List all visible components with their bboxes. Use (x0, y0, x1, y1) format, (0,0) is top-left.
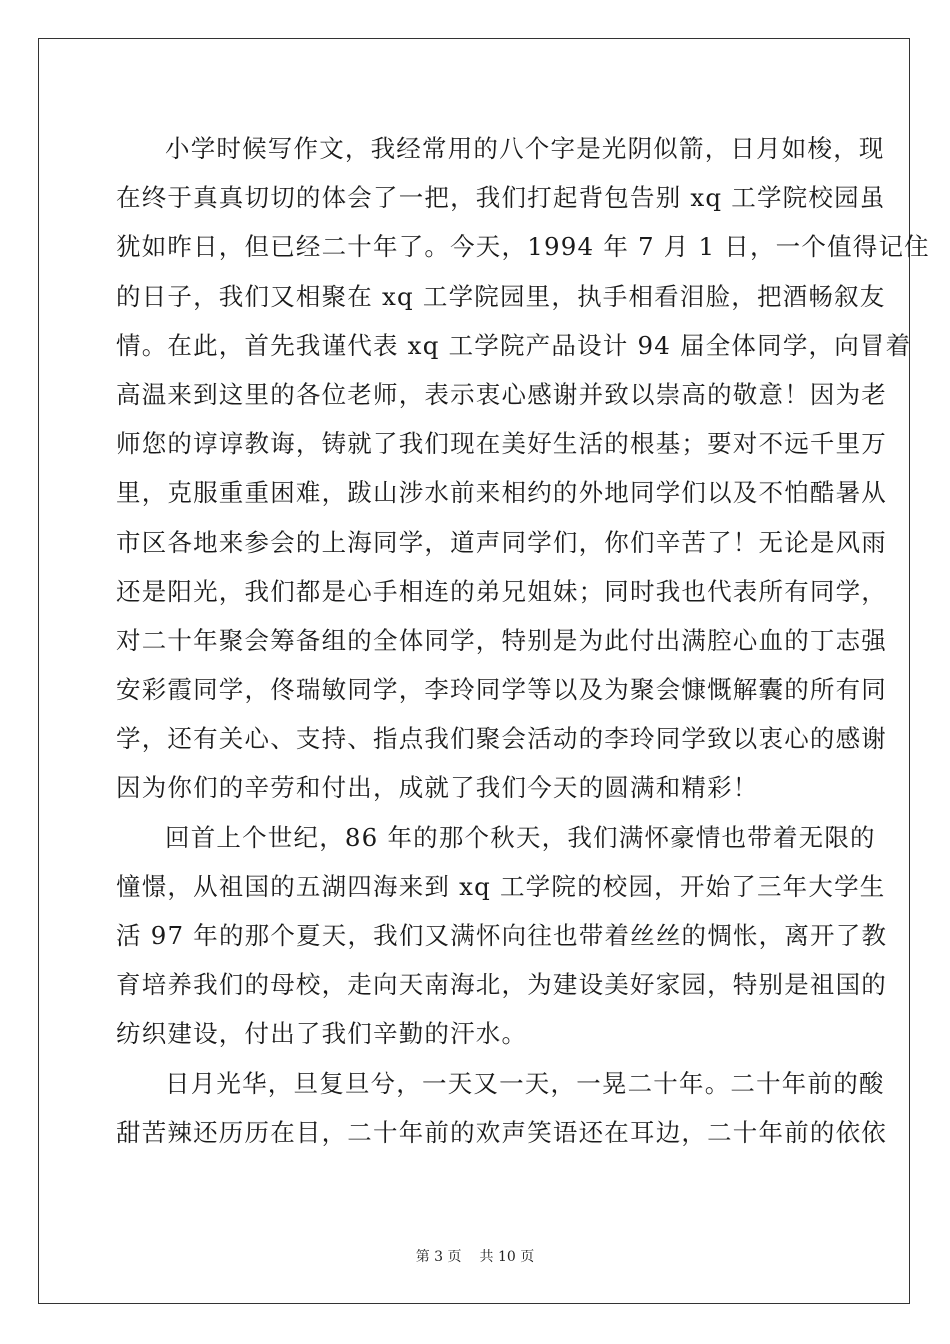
paragraph-2-line-3: 活 97 年的那个夏天，我们又满怀向往也带着丝丝的惆怅，离开了教 (116, 921, 888, 950)
page-total: 共 10 页 (479, 1249, 535, 1265)
paragraph-1-line-10: 还是阳光，我们都是心手相连的弟兄姐妹；同时我也代表所有同学， (116, 576, 887, 606)
paragraph-1-line-14: 因为你们的辛劳和付出，成就了我们今天的圆满和精彩！ (116, 773, 759, 803)
paragraph-1-line-7: 师您的谆谆教诲，铸就了我们现在美好生活的根基；要对不远千里万 (116, 429, 887, 459)
paragraph-1-line-2: 在终于真真切切的体会了一把，我们打起背包告别 xq 工学院校园虽 (116, 183, 886, 213)
paragraph-1-line-6: 高温来到这里的各位老师，表示衷心感谢并致以崇高的敬意！因为老 (116, 379, 887, 409)
paragraph-1-line-4: 的日子，我们又相聚在 xq 工学院园里，执手相看泪脸，把酒畅叙友 (116, 281, 886, 311)
paragraph-3-line-2: 甜苦辣还历历在目，二十年前的欢声笑语还在耳边，二十年前的依依 (116, 1117, 887, 1147)
paragraph-1-line-9: 市区各地来参会的上海同学，道声同学们，你们辛苦了！无论是风雨 (116, 527, 887, 557)
paragraph-1-line-3: 犹如昨日，但已经二十年了。今天，1994 年 7 月 1 日，一个值得记住 (116, 232, 930, 262)
paragraph-1-line-13: 学，还有关心、支持、指点我们聚会活动的李玲同学致以衷心的感谢 (116, 724, 887, 754)
paragraph-2-line-2: 憧憬，从祖国的五湖四海来到 xq 工学院的校园，开始了三年大学生 (116, 871, 886, 901)
paragraph-1-line-12: 安彩霞同学，佟瑞敏同学，李玲同学等以及为聚会慷慨解囊的所有同 (116, 675, 887, 705)
paragraph-3-line-1: 日月光华，旦复旦兮，一天又一天，一晃二十年。二十年前的酸 (165, 1068, 885, 1098)
document-body (116, 124, 930, 1157)
paragraph-2-line-4: 育培养我们的母校，走向天南海北，为建设美好家园，特别是祖国的 (116, 970, 887, 1000)
paragraph-1-line-5: 情。在此，首先我谨代表 xq 工学院产品设计 94 届全体同学，向冒着 (116, 330, 912, 360)
paragraph-2-line-1: 回首上个世纪，86 年的那个秋天，我们满怀豪情也带着无限的 (165, 822, 876, 852)
paragraph-1-line-11: 对二十年聚会筹备组的全体同学，特别是为此付出满腔心血的丁志强 (116, 625, 887, 655)
paragraph-1-line-1: 小学时候写作文，我经常用的八个字是光阴似箭，日月如梭，现 (165, 134, 885, 163)
page-footer (0, 1246, 950, 1266)
paragraph-1-line-8: 里，克服重重困难，跋山涉水前来相约的外地同学们以及不怕酷暑从 (116, 478, 887, 508)
page-number: 第 3 页 (415, 1249, 462, 1265)
paragraph-2-line-5: 纺织建设，付出了我们辛勤的汗水。 (116, 1019, 528, 1049)
